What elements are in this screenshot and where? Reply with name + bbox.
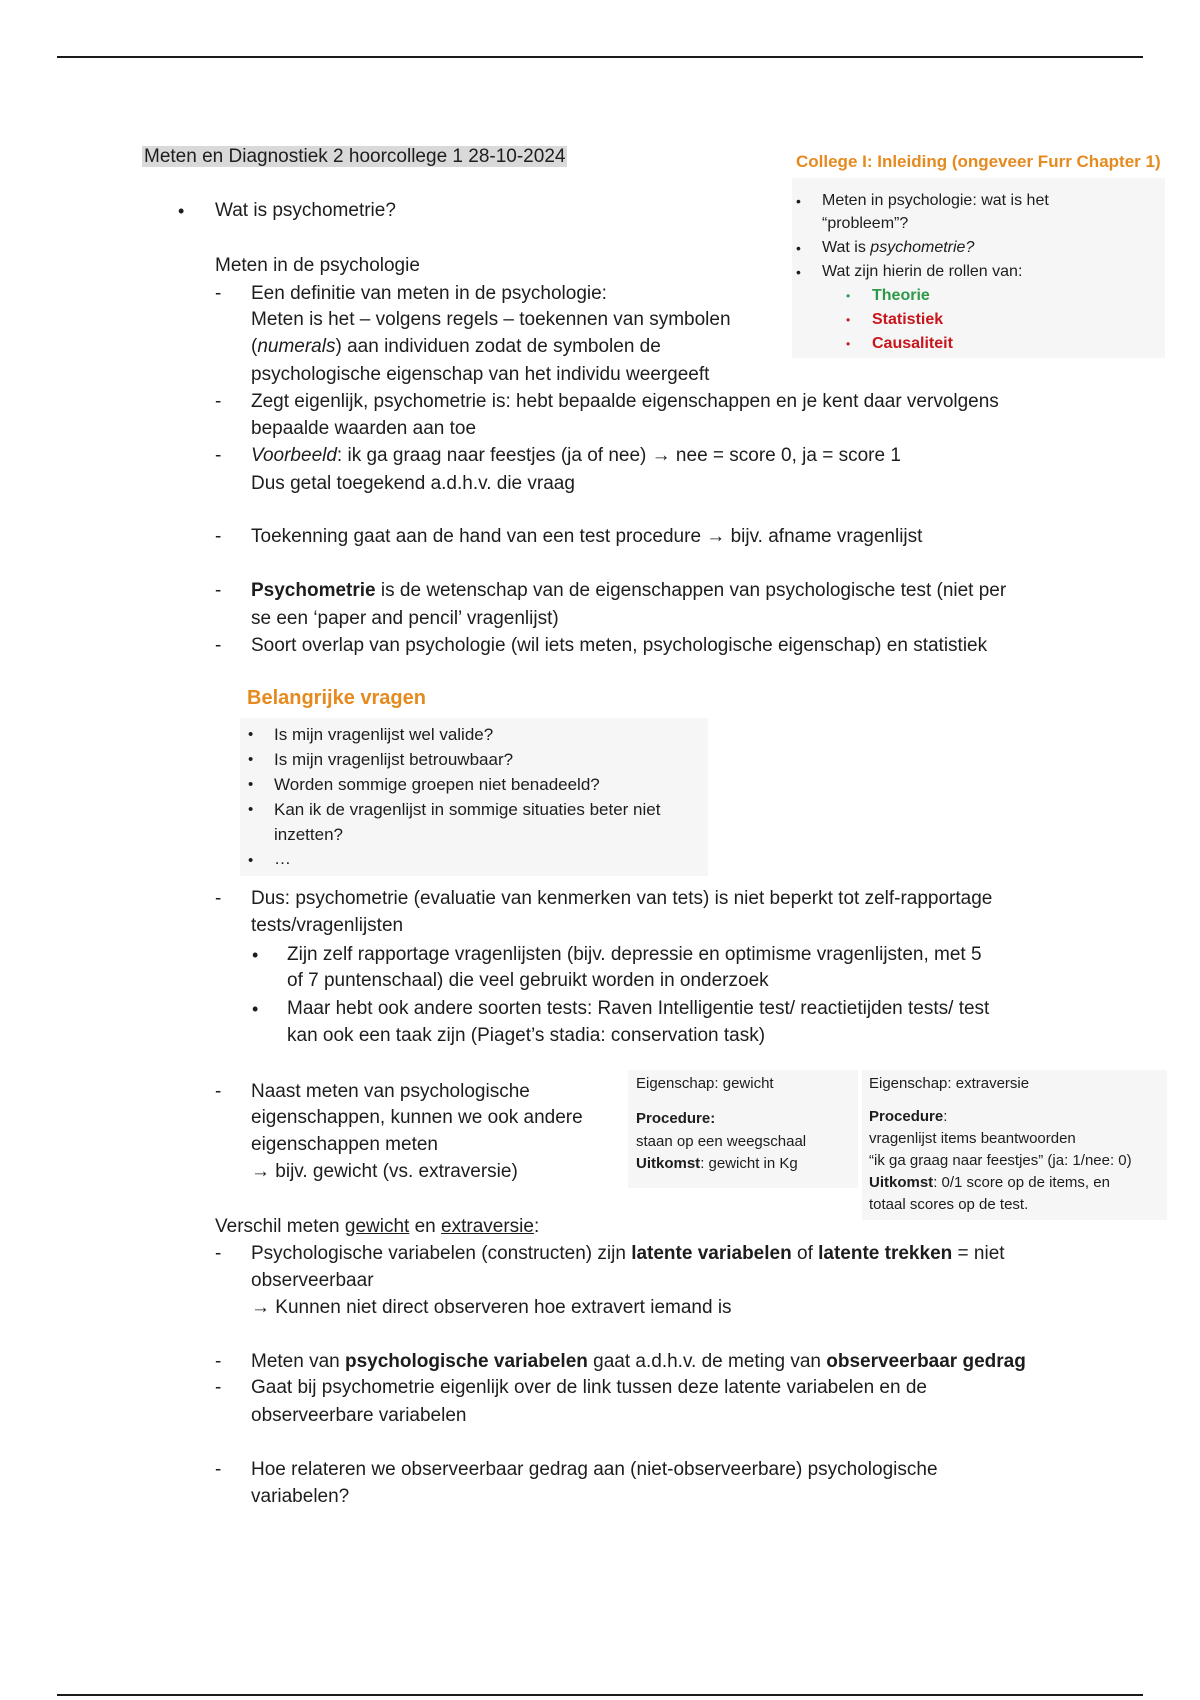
overlap-line: Soort overlap van psychologie (wil iets meten, psychologische eigenschap) en statistiek <box>251 635 988 656</box>
latent-line: observeerbaar <box>251 1270 374 1291</box>
belangrijke-item: Is mijn vragenlijst betrouwbaar? <box>274 750 514 769</box>
top-rule <box>57 56 1143 58</box>
extraversie-procedure: “ik ga graag naar feestjes” (ja: 1/nee: 0) <box>869 1152 1132 1169</box>
bottom-rule <box>57 1694 1143 1696</box>
voorbeeld-line: Dus getal toegekend a.d.h.v. die vraag <box>251 473 575 494</box>
hoe-line: Hoe relateren we observeerbaar gedrag aan (niet-observeerbare) psychologische <box>251 1459 938 1480</box>
dash-icon: - <box>215 526 222 547</box>
extraversie-title: Eigenschap: extraversie <box>869 1075 1030 1092</box>
psychometrie-line: Psychometrie is de wetenschap van de eigenschappen van psychologische test (niet per <box>251 580 1007 601</box>
naast-line: Naast meten van psychologische <box>251 1081 530 1102</box>
naast-line: eigenschappen meten <box>251 1134 438 1155</box>
belangrijke-item: Worden sommige groepen niet benadeeld? <box>274 775 600 794</box>
naast-line: → bijv. gewicht (vs. extraversie) <box>251 1161 518 1182</box>
intro-subheading: Meten in de psychologie <box>215 255 420 276</box>
meten-van-line: Meten van psychologische variabelen gaat a.d.h.v. de meting van observeerbaar gedrag <box>251 1351 1026 1372</box>
gewicht-procedure: staan op een weegschaal <box>636 1133 807 1150</box>
hoe-line: variabelen? <box>251 1486 350 1507</box>
extraversie-procedure-label: Procedure: <box>869 1108 948 1125</box>
bullet-icon: • <box>252 999 259 1019</box>
bullet-icon: • <box>846 337 851 351</box>
psychometrie-line: se een ‘paper and pencil’ vragenlijst) <box>251 608 559 629</box>
college-item: Wat zijn hierin de rollen van: <box>822 263 1023 280</box>
role-statistiek: Statistiek <box>872 311 944 328</box>
college-item: Wat is psychometrie? <box>822 239 975 256</box>
dash-icon: - <box>215 635 222 656</box>
definition-line: Meten is het – volgens regels – toekennen van symbolen <box>251 309 731 330</box>
bullet-icon: • <box>846 289 851 303</box>
zegt-line: Zegt eigenlijk, psychometrie is: hebt bepaalde eigenschappen en je kent daar vervolgens <box>251 391 999 412</box>
dash-icon: - <box>215 445 222 466</box>
gewicht-title: Eigenschap: gewicht <box>636 1075 774 1092</box>
zegt-line: bepaalde waarden aan toe <box>251 418 477 439</box>
latent-line: Psychologische variabelen (constructen) zijn latente variabelen of latente trekken = niet <box>251 1243 1005 1264</box>
dus-bullet-line: Maar hebt ook andere soorten tests: Raven Intelligentie test/ reactietijden tests/ test <box>287 998 990 1019</box>
dash-icon: - <box>215 1351 222 1372</box>
role-causaliteit: Causaliteit <box>872 335 953 352</box>
belangrijke-heading: Belangrijke vragen <box>247 687 426 709</box>
intro-question: Wat is psychometrie? <box>215 200 396 221</box>
gaat-bij-line: observeerbare variabelen <box>251 1405 467 1426</box>
dus-line: Dus: psychometrie (evaluatie van kenmerken van tets) is niet beperkt tot zelf-rapportage <box>251 888 993 909</box>
bullet-icon: • <box>178 201 185 221</box>
gaat-bij-line: Gaat bij psychometrie eigenlijk over de link tussen deze latente variabelen en de <box>251 1377 927 1398</box>
extraversie-uitkomst: Uitkomst: 0/1 score op de items, en <box>869 1174 1110 1191</box>
dash-icon: - <box>215 391 222 412</box>
bullet-icon: • <box>248 776 254 793</box>
dash-icon: - <box>215 283 222 304</box>
dus-line: tests/vragenlijsten <box>251 915 404 936</box>
naast-line: eigenschappen, kunnen we ook andere <box>251 1107 583 1128</box>
dus-bullet-line: of 7 puntenschaal) die veel gebruikt worden in onderzoek <box>287 970 769 991</box>
page-title: Meten en Diagnostiek 2 hoorcollege 1 28-10-2024 <box>144 146 566 167</box>
extraversie-uitkomst: totaal scores op de test. <box>869 1196 1029 1213</box>
college-item: Meten in psychologie: wat is het <box>822 192 1049 209</box>
dus-bullet-line: kan ook een taak zijn (Piaget’s stadia: conservation task) <box>287 1025 766 1046</box>
bullet-icon: • <box>796 264 801 280</box>
role-theorie: Theorie <box>872 287 930 304</box>
dash-icon: - <box>215 1377 222 1398</box>
dash-icon: - <box>215 580 222 601</box>
bullet-icon: • <box>248 751 254 768</box>
dash-icon: - <box>215 1243 222 1264</box>
latent-line: → Kunnen niet direct observeren hoe extravert iemand is <box>251 1297 732 1318</box>
dash-icon: - <box>215 1081 222 1102</box>
bullet-icon: • <box>248 726 254 743</box>
gewicht-uitkomst: Uitkomst: gewicht in Kg <box>636 1155 798 1172</box>
belangrijke-item: … <box>274 849 291 868</box>
college-heading: College I: Inleiding (ongeveer Furr Chapter 1) <box>796 152 1161 171</box>
bullet-icon: • <box>796 240 801 256</box>
bullet-icon: • <box>248 852 254 869</box>
definition-line: Een definitie van meten in de psychologie: <box>251 283 607 304</box>
belangrijke-item: Kan ik de vragenlijst in sommige situaties beter niet <box>274 800 661 819</box>
toekenning-line: Toekenning gaat aan de hand van een test procedure → bijv. afname vragenlijst <box>251 526 923 547</box>
belangrijke-item: inzetten? <box>274 825 343 844</box>
verschil-heading: Verschil meten gewicht en extraversie: <box>215 1216 540 1237</box>
voorbeeld-line: Voorbeeld: ik ga graag naar feestjes (ja of nee) → nee = score 0, ja = score 1 <box>251 445 901 466</box>
college-item: “probleem”? <box>822 215 909 232</box>
dash-icon: - <box>215 1459 222 1480</box>
gewicht-procedure-label: Procedure: <box>636 1110 716 1127</box>
bullet-icon: • <box>796 193 801 209</box>
dus-bullet-line: Zijn zelf rapportage vragenlijsten (bijv. depressie en optimisme vragenlijsten, met 5 <box>287 944 982 965</box>
definition-line: (numerals) aan individuen zodat de symbolen de <box>251 336 661 357</box>
belangrijke-item: Is mijn vragenlijst wel valide? <box>274 725 494 744</box>
extraversie-procedure: vragenlijst items beantwoorden <box>869 1130 1076 1147</box>
definition-line: psychologische eigenschap van het individu weergeeft <box>251 364 710 385</box>
bullet-icon: • <box>248 801 254 818</box>
dash-icon: - <box>215 888 222 909</box>
bullet-icon: • <box>846 313 851 327</box>
bullet-icon: • <box>252 945 259 965</box>
